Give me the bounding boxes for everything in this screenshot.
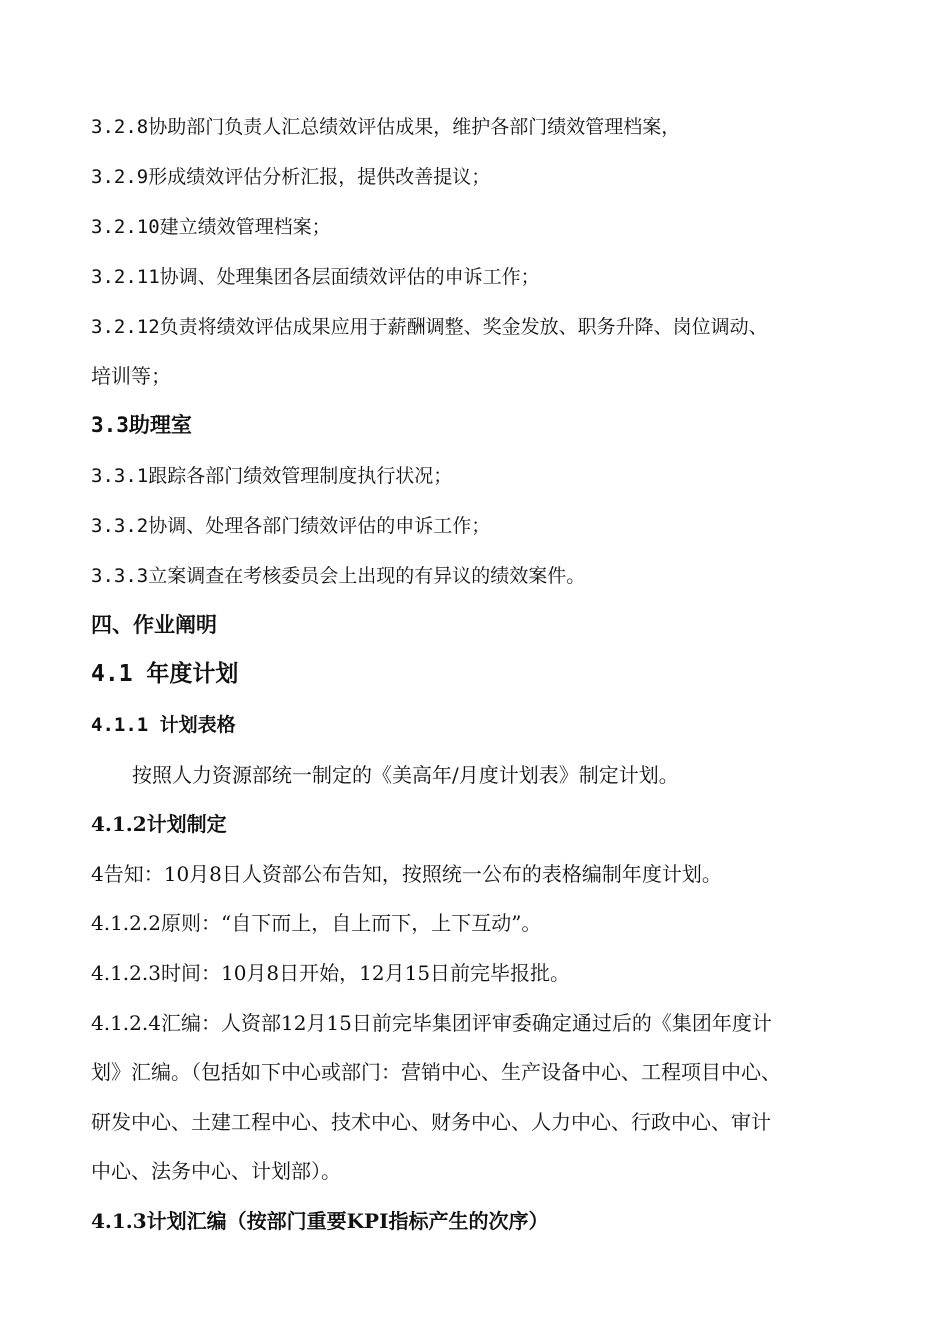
paragraph-3-2-8: 3.2.8协助部门负责人汇总绩效评估成果，维护各部门绩效管理档案， (91, 116, 681, 138)
heading-section-4: 四、作业阐明 (91, 612, 217, 637)
heading-4-1: 4.1 年度计划 (91, 661, 239, 687)
paragraph-3-3-3: 3.3.3立案调查在考核委员会上出现的有异议的绩效案件。 (91, 565, 586, 587)
paragraph-4-1-2-4-line4: 中心、法务中心、计划部）。 (91, 1159, 341, 1183)
heading-3-3: 3.3助理室 (91, 413, 192, 437)
paragraph-3-3-2: 3.3.2协调、处理各部门绩效评估的申诉工作； (91, 515, 491, 537)
paragraph-4-1-1: 按照人力资源部统一制定的《美高年/月度计划表》制定计划。 (132, 763, 679, 787)
paragraph-4-1-2-2: 4.1.2.2原则：“自下而上，自上而下，上下互动”。 (91, 911, 542, 935)
paragraph-3-3-1: 3.3.1跟踪各部门绩效管理制度执行状况； (91, 465, 453, 487)
paragraph-4-1-2-1: 4告知：10月8日人资部公布告知，按照统一公布的表格编制年度计划。 (91, 862, 722, 886)
paragraph-4-1-2-4-line3: 研发中心、土建工程中心、技术中心、财务中心、人力中心、行政中心、审计 (91, 1110, 771, 1134)
paragraph-3-2-10: 3.2.10建立绩效管理档案； (91, 216, 331, 238)
heading-4-1-3: 4.1.3计划汇编（按部门重要KPI指标产生的次序） (91, 1209, 549, 1233)
paragraph-3-2-9: 3.2.9形成绩效评估分析汇报，提供改善提议； (91, 166, 491, 188)
paragraph-4-1-2-3: 4.1.2.3时间：10月8日开始，12月15日前完毕报批。 (91, 961, 571, 985)
heading-4-1-1: 4.1.1 计划表格 (91, 714, 236, 736)
paragraph-3-2-12: 3.2.12负责将绩效评估成果应用于薪酬调整、奖金发放、职务升降、岗位调动、 (91, 316, 768, 338)
paragraph-3-2-12-continued: 培训等； (91, 364, 171, 388)
paragraph-3-2-11: 3.2.11协调、处理集团各层面绩效评估的申诉工作； (91, 266, 540, 288)
heading-4-1-2: 4.1.2计划制定 (91, 812, 227, 836)
paragraph-4-1-2-4: 4.1.2.4汇编：人资部12月15日前完毕集团评审委确定通过后的《集团年度计 (91, 1011, 772, 1035)
paragraph-4-1-2-4-line2: 划》汇编。（包括如下中心或部门：营销中心、生产设备中心、工程项目中心、 (91, 1060, 781, 1084)
